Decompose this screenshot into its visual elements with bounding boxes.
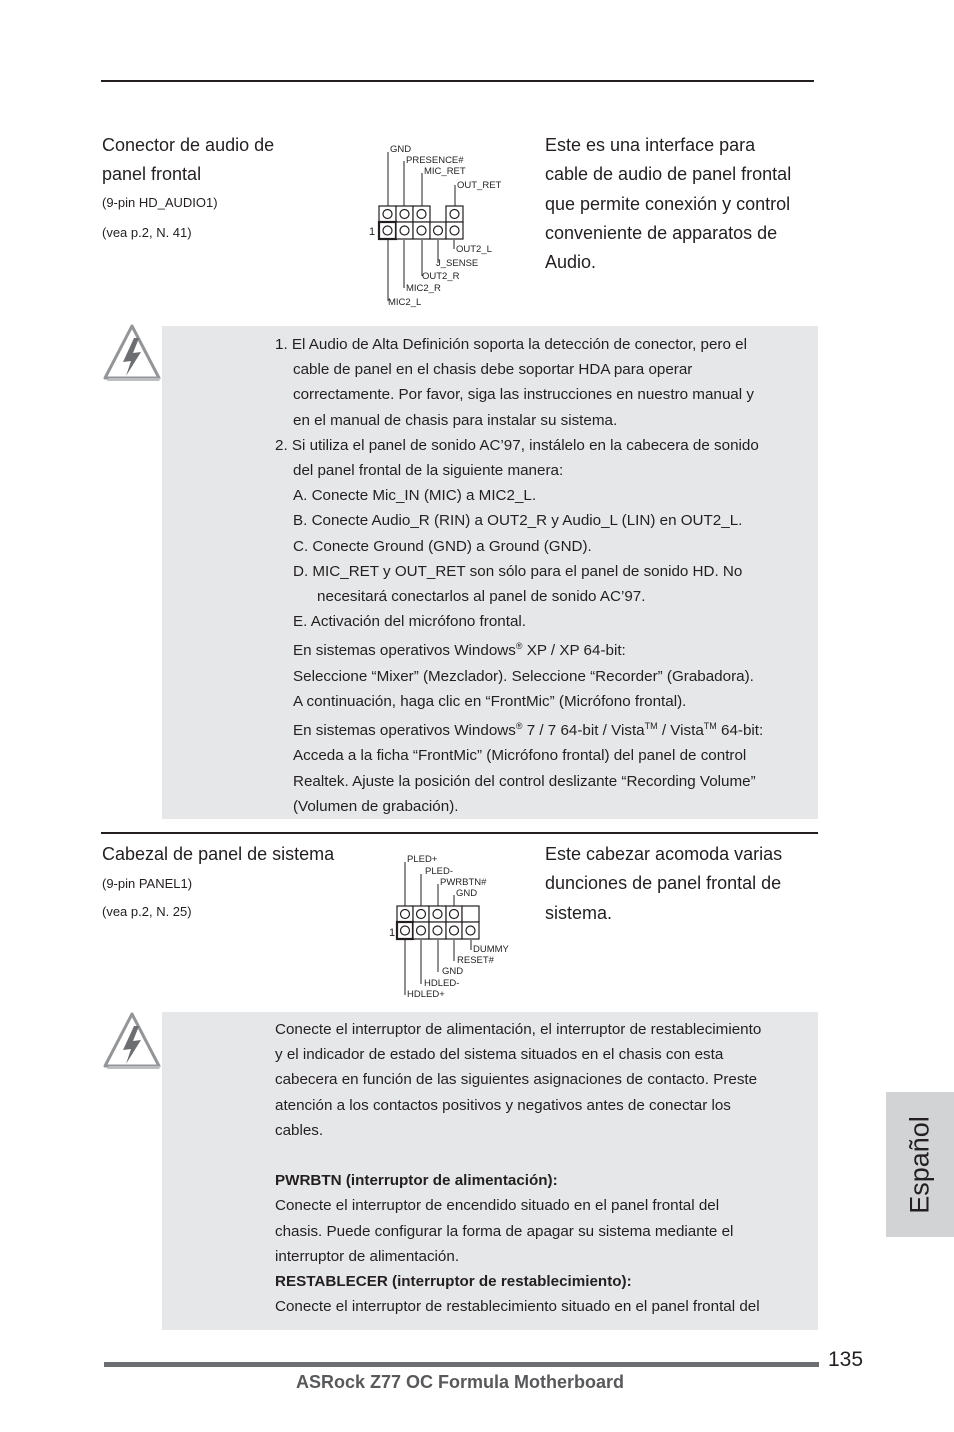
note-line: cables.: [275, 1121, 324, 1139]
note-line: en el manual de chasis para instalar su sistema.: [293, 411, 618, 429]
note-line: 1. El Audio de Alta Definición soporta la detección de conector, pero el: [275, 336, 747, 353]
footer-title: ASRock Z77 OC Formula Motherboard: [296, 1372, 625, 1392]
language-side-tab-label: Español: [904, 1115, 935, 1214]
panel-pin-label-dummy: DUMMY: [473, 944, 509, 955]
note-line: B. Conecte Audio_R (RIN) a OUT2_R y Audio_L (LIN) en OUT2_L.: [293, 512, 743, 530]
panel-note-text: [275, 1017, 761, 1319]
panel-header-pin-label: (9-pin PANEL1): [102, 876, 193, 891]
note-text-span: En sistemas operativos Windows: [293, 642, 516, 660]
audio-desc-line: que permite conexión y control: [545, 193, 791, 214]
note-line: A continuación, haga clic en “FrontMic” (Micrófono frontal).: [293, 692, 687, 710]
note-line: cable de panel en el chasis debe soportar HDA para operar: [293, 361, 693, 379]
panel-pin-label-pled-minus: PLED-: [425, 866, 453, 877]
note-line: interruptor de alimentación.: [275, 1247, 460, 1265]
panel-pin-label-hdled-minus: HDLED-: [424, 978, 460, 989]
audio-pin-label-presence: PRESENCE#: [406, 155, 464, 166]
audio-pin-label-mic2-r: MIC2_R: [406, 283, 441, 294]
panel-pin-label-gnd-top: GND: [456, 888, 478, 899]
note-line: 2. Si utiliza el panel de sonido AC’97, instálelo en la cabecera de sonido: [275, 436, 759, 454]
reset-heading: RESTABLECER (interruptor de restablecimiento):: [275, 1273, 632, 1291]
note-line: Conecte el interruptor de encendido situado en el panel frontal del: [275, 1197, 720, 1215]
panel-header-ref: (vea p.2, N. 25): [102, 904, 192, 919]
note-line: necesitará conectarlos al panel de sonido AC’97.: [317, 588, 646, 606]
note-text-span: / Vista: [657, 722, 704, 740]
panel-desc-line: Este cabezar acomoda varias: [545, 844, 783, 864]
note-line: chasis. Puede configurar la forma de apagar su sistema mediante el: [275, 1222, 734, 1240]
audio-pin-label-mic2-l: MIC2_L: [388, 297, 422, 308]
audio-desc-line: Este es una interface para: [545, 135, 756, 155]
warning-icon: [101, 322, 163, 382]
audio-header-description: [545, 131, 791, 277]
note-line: Conecte el interruptor de restablecimiento situado en el panel frontal del: [275, 1298, 760, 1316]
audio-header-pin-label: (9-pin HD_AUDIO1): [102, 195, 218, 210]
audio-pin-label-out2-r: OUT2_R: [422, 271, 460, 282]
audio-note-text: [275, 332, 763, 819]
audio-desc-line: conveniente de apparatos de: [545, 222, 778, 243]
warning-icon: [101, 1010, 163, 1070]
note-line: C. Conecte Ground (GND) a Ground (GND).: [293, 537, 592, 555]
note-spacer: [275, 1143, 761, 1168]
panel-desc-line: dunciones de panel frontal de: [545, 873, 782, 894]
registered-mark: ®: [515, 721, 523, 732]
note-line: Realtek. Ajuste la posición del control deslizante “Recording Volume”: [293, 772, 756, 790]
note-line: y el indicador de estado del sistema situados en el chasis con esta: [275, 1046, 724, 1064]
note-line: (Volumen de grabación).: [293, 797, 459, 815]
note-line: A. Conecte Mic_IN (MIC) a MIC2_L.: [293, 487, 537, 505]
note-line-windows-7: [275, 714, 763, 743]
registered-mark: ®: [515, 641, 523, 652]
note-line: Conecte el interruptor de alimentación, el interruptor de restablecimiento: [275, 1021, 762, 1038]
trademark-mark: TM: [703, 721, 717, 732]
pwrbtn-heading: PWRBTN (interruptor de alimentación):: [275, 1172, 558, 1190]
audio-header-ref: (vea p.2, N. 41): [102, 225, 192, 240]
panel-header-pin-diagram: [384, 848, 524, 1002]
page-number: 135: [828, 1348, 864, 1371]
footer-bar: [104, 1362, 819, 1367]
note-text-span: 7 / 7 64-bit / Vista: [522, 722, 645, 740]
panel-pin-label-gnd-bottom: GND: [442, 966, 464, 977]
top-rule: [101, 80, 814, 82]
audio-pin-label-gnd: GND: [390, 144, 412, 155]
note-text-span: XP / XP 64-bit:: [522, 642, 626, 660]
panel-header-title: Cabezal de panel de sistema: [102, 844, 335, 864]
audio-pin1-label: 1: [369, 226, 376, 238]
note-line-windows-xp: [275, 634, 763, 663]
note-line: Acceda a la ficha “FrontMic” (Micrófono frontal) del panel de control: [293, 747, 747, 765]
audio-desc-line: Audio.: [545, 252, 597, 273]
panel-pin-label-pwrbtn: PWRBTN#: [440, 877, 487, 888]
section-divider: [101, 832, 818, 834]
panel-header-description: [545, 840, 782, 928]
note-line: D. MIC_RET y OUT_RET son sólo para el panel de sonido HD. No: [293, 562, 743, 580]
note-line: E. Activación del micrófono frontal.: [293, 613, 526, 631]
panel-pin1-label: 1: [389, 927, 396, 939]
audio-header-title-line2: panel frontal: [102, 164, 202, 184]
audio-pin-label-mic-ret: MIC_RET: [424, 166, 466, 177]
panel-desc-line: sistema.: [545, 902, 613, 923]
note-line: atención a los contactos positivos y negativos antes de conectar los: [275, 1096, 731, 1114]
panel-pin-label-hdled-plus: HDLED+: [407, 989, 445, 1000]
audio-header-title-line1: Conector de audio de: [102, 135, 275, 155]
audio-header-pin-diagram: [360, 138, 520, 310]
note-line: correctamente. Por favor, siga las instrucciones en nuestro manual y: [293, 386, 754, 404]
panel-pin-label-reset: RESET#: [457, 955, 494, 966]
language-side-tab: [886, 1092, 954, 1237]
audio-pin-label-out2-l: OUT2_L: [456, 244, 492, 255]
panel-pin-label-pled-plus: PLED+: [407, 854, 438, 865]
audio-desc-line: cable de audio de panel frontal: [545, 164, 792, 185]
note-text-span: 64-bit:: [716, 722, 764, 740]
audio-pin-label-out-ret: OUT_RET: [457, 180, 502, 191]
note-line: cabecera en función de las siguientes asignaciones de contacto. Preste: [275, 1071, 758, 1089]
note-line: del panel frontal de la siguiente manera:: [293, 462, 564, 480]
note-line: Seleccione “Mixer” (Mezclador). Seleccione “Recorder” (Grabadora).: [293, 667, 754, 685]
audio-header-title-block: [102, 131, 274, 189]
trademark-mark: TM: [644, 721, 658, 732]
note-text-span: En sistemas operativos Windows: [293, 722, 516, 740]
audio-pin-label-j-sense: J_SENSE: [436, 258, 479, 269]
